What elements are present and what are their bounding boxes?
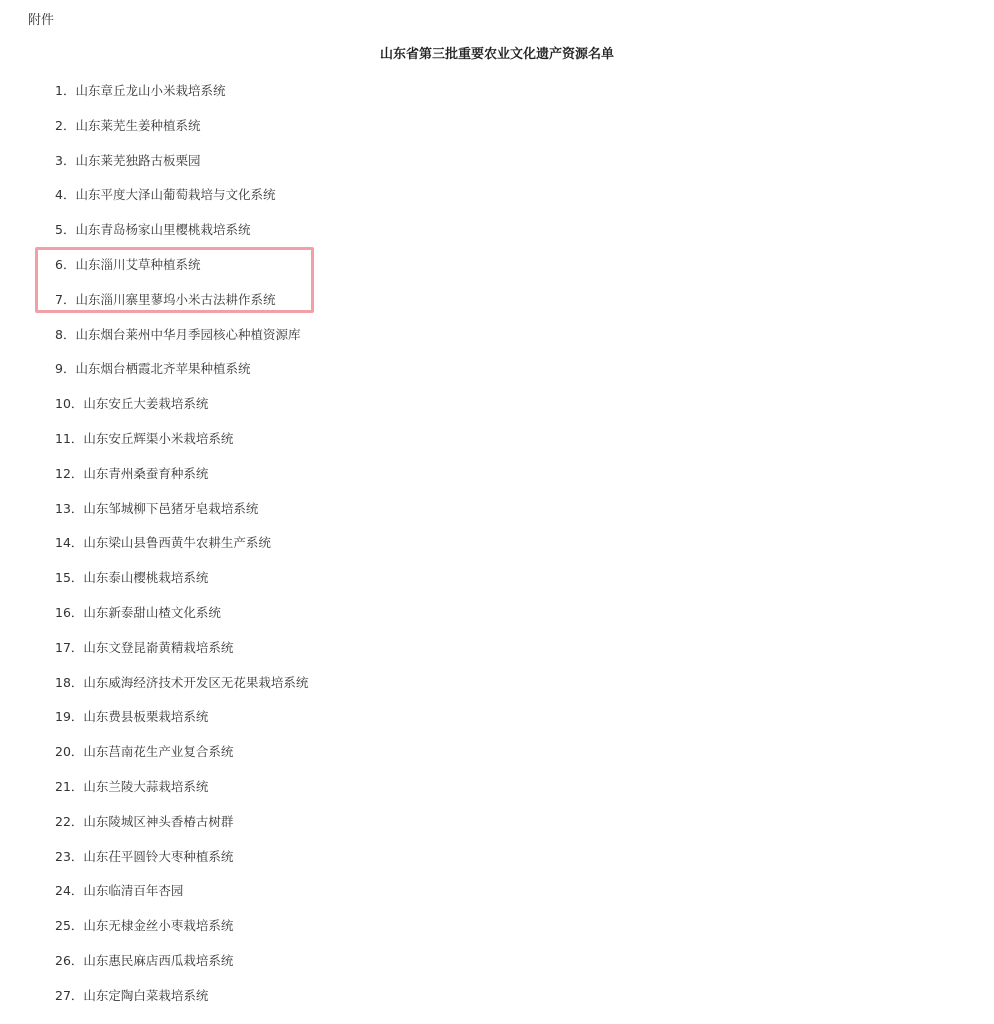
list-item: [55, 151, 308, 186]
item-name: 山东莱芜独路古板栗园: [75, 152, 201, 168]
item-name: 山东青州桑蚕育种系统: [83, 465, 209, 481]
item-number: 18．: [55, 674, 84, 690]
list-item: [55, 499, 308, 534]
item-number: 1．: [55, 83, 76, 98]
item-name: 山东青岛杨家山里樱桃栽培系统: [75, 222, 251, 238]
list-item-highlighted: [55, 290, 308, 325]
item-number: 23．: [55, 848, 84, 864]
item-name: 山东费县板栗栽培系统: [83, 709, 209, 725]
item-number: 20．: [55, 744, 84, 760]
item-number: 3．: [55, 152, 76, 168]
list-item: [55, 847, 308, 882]
list-item: [55, 429, 308, 464]
item-number: 4．: [55, 187, 76, 203]
item-number: 8．: [55, 326, 76, 342]
item-name: 山东新泰甜山楂文化系统: [83, 604, 221, 620]
item-number: 13．: [55, 500, 84, 516]
list-item: [55, 394, 308, 429]
item-name: 山东临清百年杏园: [83, 883, 184, 899]
list-item: [55, 638, 308, 673]
list-item: [55, 81, 308, 116]
item-number: 10．: [55, 396, 84, 412]
item-name: 山东邹城柳下邑猪牙皂栽培系统: [83, 500, 259, 516]
item-name: 山东烟台栖霞北齐苹果种植系统: [75, 361, 251, 377]
item-name: 山东淄川寨里蓼坞小米古法耕作系统: [75, 291, 276, 307]
item-name: 山东文登昆嵛黄精栽培系统: [83, 639, 234, 655]
item-number: 16．: [55, 604, 84, 620]
list-item: [55, 707, 308, 742]
item-name: 山东威海经济技术开发区无花果栽培系统: [83, 674, 309, 690]
list-item: [55, 359, 308, 394]
item-number: 27．: [55, 987, 84, 1003]
item-name: 山东烟台莱州中华月季园核心种植资源库: [75, 326, 301, 342]
heritage-list: [55, 81, 308, 1021]
item-name: 山东陵城区神头香椿古树群: [83, 813, 234, 829]
item-name: 山东章丘龙山小米栽培系统: [75, 83, 226, 98]
list-item: [55, 325, 308, 360]
list-item: [55, 464, 308, 499]
item-name: 山东茌平圆铃大枣种植系统: [83, 848, 234, 864]
list-item: [55, 673, 308, 708]
item-number: 7．: [55, 291, 76, 307]
item-number: 2．: [55, 117, 76, 133]
item-name: 山东莱芜生姜种植系统: [75, 117, 201, 133]
list-item: [55, 533, 308, 568]
item-name: 山东梁山县鲁西黄牛农耕生产系统: [83, 535, 271, 551]
list-item: [55, 777, 308, 812]
item-name: 山东惠民麻店西瓜栽培系统: [83, 952, 234, 968]
item-name: 山东淄川艾草种植系统: [75, 256, 201, 272]
item-number: 9．: [55, 361, 76, 377]
item-name: 山东莒南花生产业复合系统: [83, 744, 234, 760]
item-name: 山东平度大泽山葡萄栽培与文化系统: [75, 187, 276, 203]
attachment-label: 附件: [28, 13, 55, 28]
item-number: 15．: [55, 570, 84, 586]
item-number: 19．: [55, 709, 84, 725]
page-title: 山东省第三批重要农业文化遗产资源名单: [379, 47, 614, 62]
item-number: 14．: [55, 535, 84, 551]
item-number: 11．: [55, 430, 84, 446]
list-item: [55, 986, 308, 1021]
list-item: [55, 916, 308, 951]
list-item: [55, 812, 308, 847]
list-item: [55, 881, 308, 916]
item-number: 24．: [55, 883, 84, 899]
item-number: 26．: [55, 952, 84, 968]
item-name: 山东定陶白菜栽培系统: [83, 987, 209, 1003]
item-name: 山东安丘大姜栽培系统: [83, 396, 209, 412]
list-item: [55, 951, 308, 986]
item-number: 25．: [55, 918, 84, 934]
item-name: 山东安丘辉渠小米栽培系统: [83, 430, 234, 446]
item-number: 5．: [55, 222, 76, 238]
item-name: 山东兰陵大蒜栽培系统: [83, 778, 209, 794]
list-item-highlighted: [55, 255, 308, 290]
item-number: 17．: [55, 639, 84, 655]
list-item: [55, 220, 308, 255]
list-item: [55, 603, 308, 638]
item-number: 6．: [55, 256, 76, 272]
item-name: 山东无棣金丝小枣栽培系统: [83, 918, 234, 934]
list-item: [55, 116, 308, 151]
list-item: [55, 568, 308, 603]
item-number: 22．: [55, 813, 84, 829]
list-item: [55, 185, 308, 220]
item-number: 12．: [55, 465, 84, 481]
item-name: 山东泰山樱桃栽培系统: [83, 570, 209, 586]
item-number: 21．: [55, 778, 84, 794]
list-item: [55, 742, 308, 777]
